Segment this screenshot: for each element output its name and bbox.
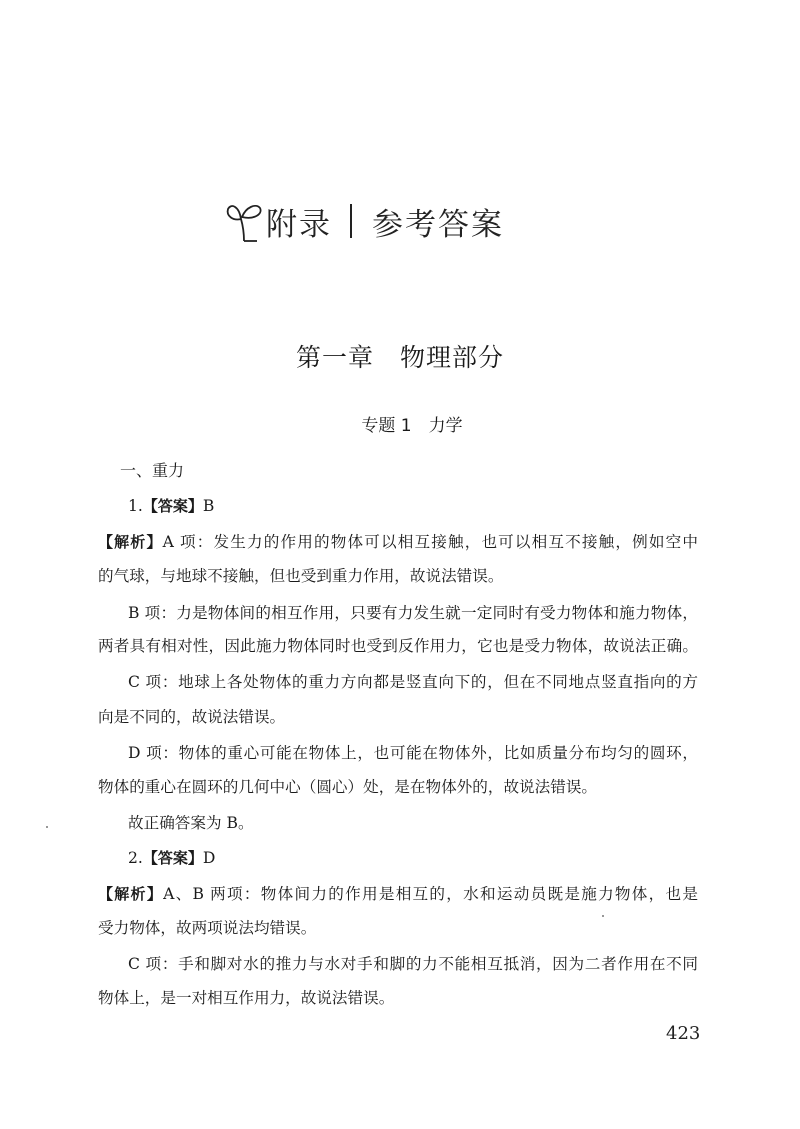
q2-answer: D	[202, 849, 216, 867]
q1-c-line1: C 项：地球上各处物体的重力方向都是竖直向下的，但在不同地点竖直指向的方	[128, 673, 698, 691]
reference-answers-label: 参考答案	[372, 206, 504, 243]
section-heading: 一、重力	[120, 461, 185, 480]
appendix-title	[224, 195, 504, 247]
q1-analysis-tag: 【解析】	[98, 533, 163, 551]
page-number: 423	[666, 1023, 701, 1044]
q1-b-line2: 两者具有相对性，因此施力物体同时也受到反作用力，它也是受力物体，故说法正确。	[98, 637, 698, 655]
q1-d-line1: D 项：物体的重心可能在物体上，也可能在物体外，比如质量分布均匀的圆环，	[128, 744, 698, 762]
q2-ab-line2: 受力物体，故两项说法均错误。	[98, 919, 317, 937]
q1-a-line2: 的气球，与地球不接触，但也受到重力作用，故说法错误。	[98, 567, 504, 585]
q2-analysis-line	[98, 880, 698, 908]
q2-c-line2: 物体上，是一对相互作用力，故说法错误。	[98, 989, 395, 1007]
q2-answer-line	[128, 844, 698, 872]
q2-answer-tag: 【答案】	[142, 849, 203, 867]
q1-analysis-line	[98, 528, 698, 556]
q1-c-line2: 向是不同的，故说法错误。	[98, 708, 286, 726]
q1-b-line1: B 项：力是物体间的相互作用，只要有力发生就一定同时有受力物体和施力物体，	[128, 604, 698, 622]
q1-answer-line	[128, 492, 698, 520]
title-separator	[350, 204, 352, 238]
q1-number: 1.	[128, 497, 143, 515]
topic-title: 专题 1 力学	[361, 416, 463, 436]
scan-speck	[46, 826, 48, 828]
q2-analysis-tag: 【解析】	[98, 885, 164, 903]
chapter-title: 第一章 物理部分	[295, 343, 504, 372]
q2-ab-line1: A、B 两项：物体间力的作用是相互的，水和运动员既是施力物体，也是	[163, 885, 698, 903]
sprout-icon	[224, 199, 264, 243]
scan-speck	[602, 915, 604, 917]
q1-conclusion: 故正确答案为 B。	[128, 814, 254, 832]
q1-answer: B	[202, 497, 215, 515]
q1-answer-tag: 【答案】	[142, 497, 203, 515]
q2-number: 2.	[128, 849, 143, 867]
appendix-label: 附录	[266, 206, 332, 243]
q2-c-line1: C 项：手和脚对水的推力与水对手和脚的力不能相互抵消，因为二者作用在不同	[128, 955, 698, 973]
q1-a-line1: A 项：发生力的作用的物体可以相互接触，也可以相互不接触，例如空中	[162, 533, 698, 551]
q1-d-line2: 物体的重心在圆环的几何中心（圆心）处，是在物体外的，故说法错误。	[98, 778, 598, 796]
